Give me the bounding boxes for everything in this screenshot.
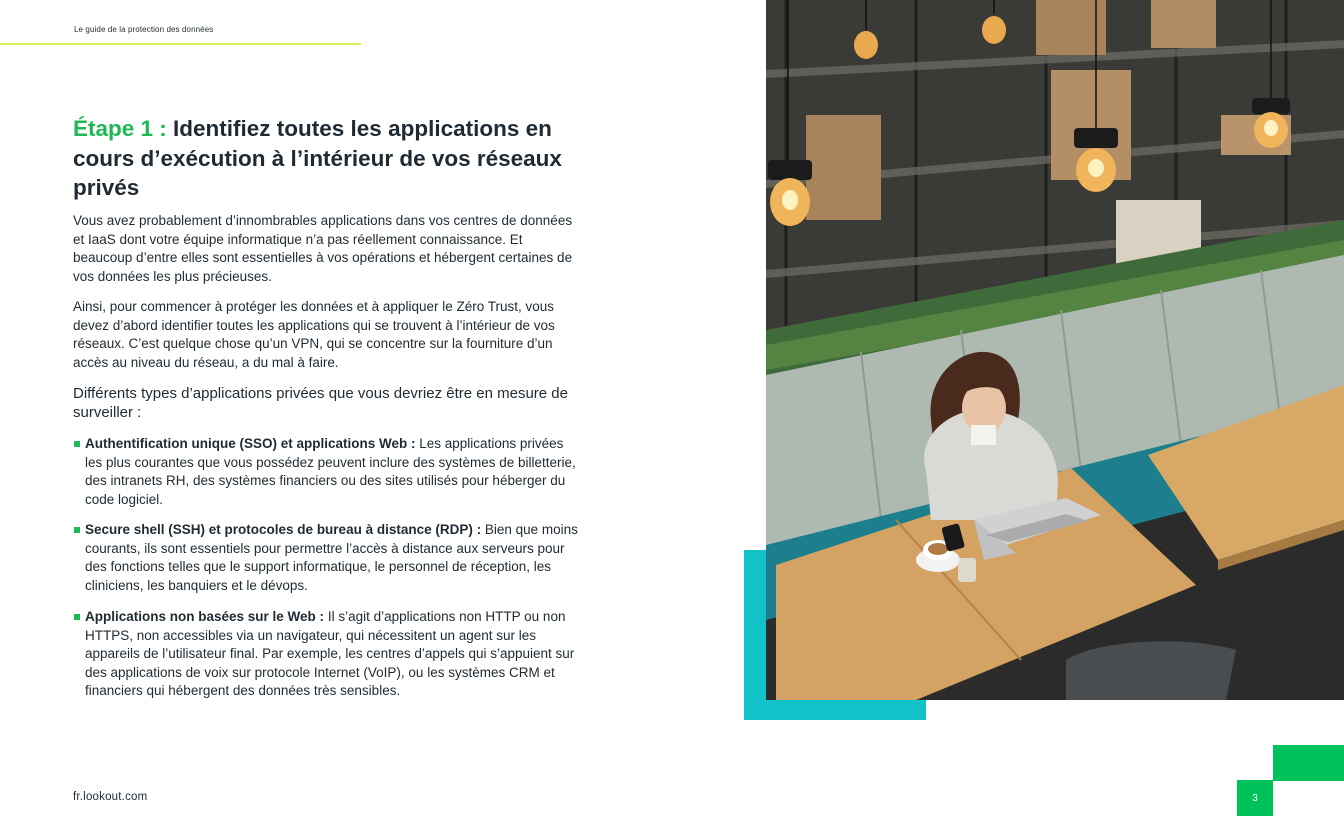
- section-title: [73, 114, 593, 203]
- header-divider: [0, 43, 361, 45]
- list-item-title: Secure shell (SSH) et protocoles de bureau à distance (RDP) :: [85, 522, 482, 537]
- page-number: 3: [1237, 780, 1273, 816]
- list-item: [73, 435, 583, 509]
- document-header-label: Le guide de la protection des données: [74, 25, 214, 34]
- footer-url: fr.lookout.com: [73, 791, 148, 803]
- list-intro: Différents types d’applications privées que vous devriez être en mesure de surveiller :: [73, 385, 568, 421]
- list-item-text: Il s’agit d’applications non HTTP ou non HTTPS, non accessibles via un navigateur, qui nécessitent un agent sur les appareils de l’utilisateur final. Par exemple, les centres d’appels qui s’appuient sur des applications de voix sur protocole Internet (VoIP), ou les systèmes CRM et financiers qui hébergent des données très sensibles.: [85, 609, 575, 699]
- list-item: [73, 608, 583, 701]
- cafe-laptop-photo: [766, 0, 1344, 700]
- zero-trust-paragraph: Ainsi, pour commencer à protéger les données et à appliquer le Zéro Trust, vous devez d’abord identifier toutes les applications qui se trouvent à l’intérieur de vos réseaux. C’est quelque chose qu’un VPN, qui se concentre sur la fourniture d’un accès au niveau du réseau, a du mal à faire.: [73, 299, 555, 370]
- photo-illustration: [766, 0, 1344, 700]
- decorative-green-block: [1273, 745, 1344, 781]
- bullet-square-icon: [74, 527, 80, 533]
- list-item-title: Authentification unique (SSO) et applications Web :: [85, 436, 416, 451]
- step-label: Étape 1 :: [73, 116, 167, 141]
- title-text: Identifiez toutes les applications en cours d’exécution à l’intérieur de vos réseaux privés: [73, 116, 562, 200]
- list-item-title: Applications non basées sur le Web :: [85, 609, 325, 624]
- list-item-text: Les applications privées les plus courantes que vous possédez peuvent inclure des systèmes de billetterie, des intranets RH, des systèmes financiers ou des sites utilisés pour héberger du code logiciel.: [85, 436, 576, 507]
- list-item-text: Bien que moins courants, ils sont essentiels pour permettre l’accès à distance aux serveurs pour des fonctions telles que le support informatique, le personnel de réception, les cliniciens, les banquiers et le dévops.: [85, 522, 578, 593]
- bullet-square-icon: [74, 441, 80, 447]
- intro-paragraph: Vous avez probablement d’innombrables applications dans vos centres de données et IaaS dont votre équipe informatique n’a pas réellement connaissance. Et beaucoup d’entre elles sont essentielles à vos opérations et hébergent certaines de vos données les plus précieuses.: [73, 213, 573, 284]
- list-item: [73, 521, 583, 595]
- bullet-square-icon: [74, 614, 80, 620]
